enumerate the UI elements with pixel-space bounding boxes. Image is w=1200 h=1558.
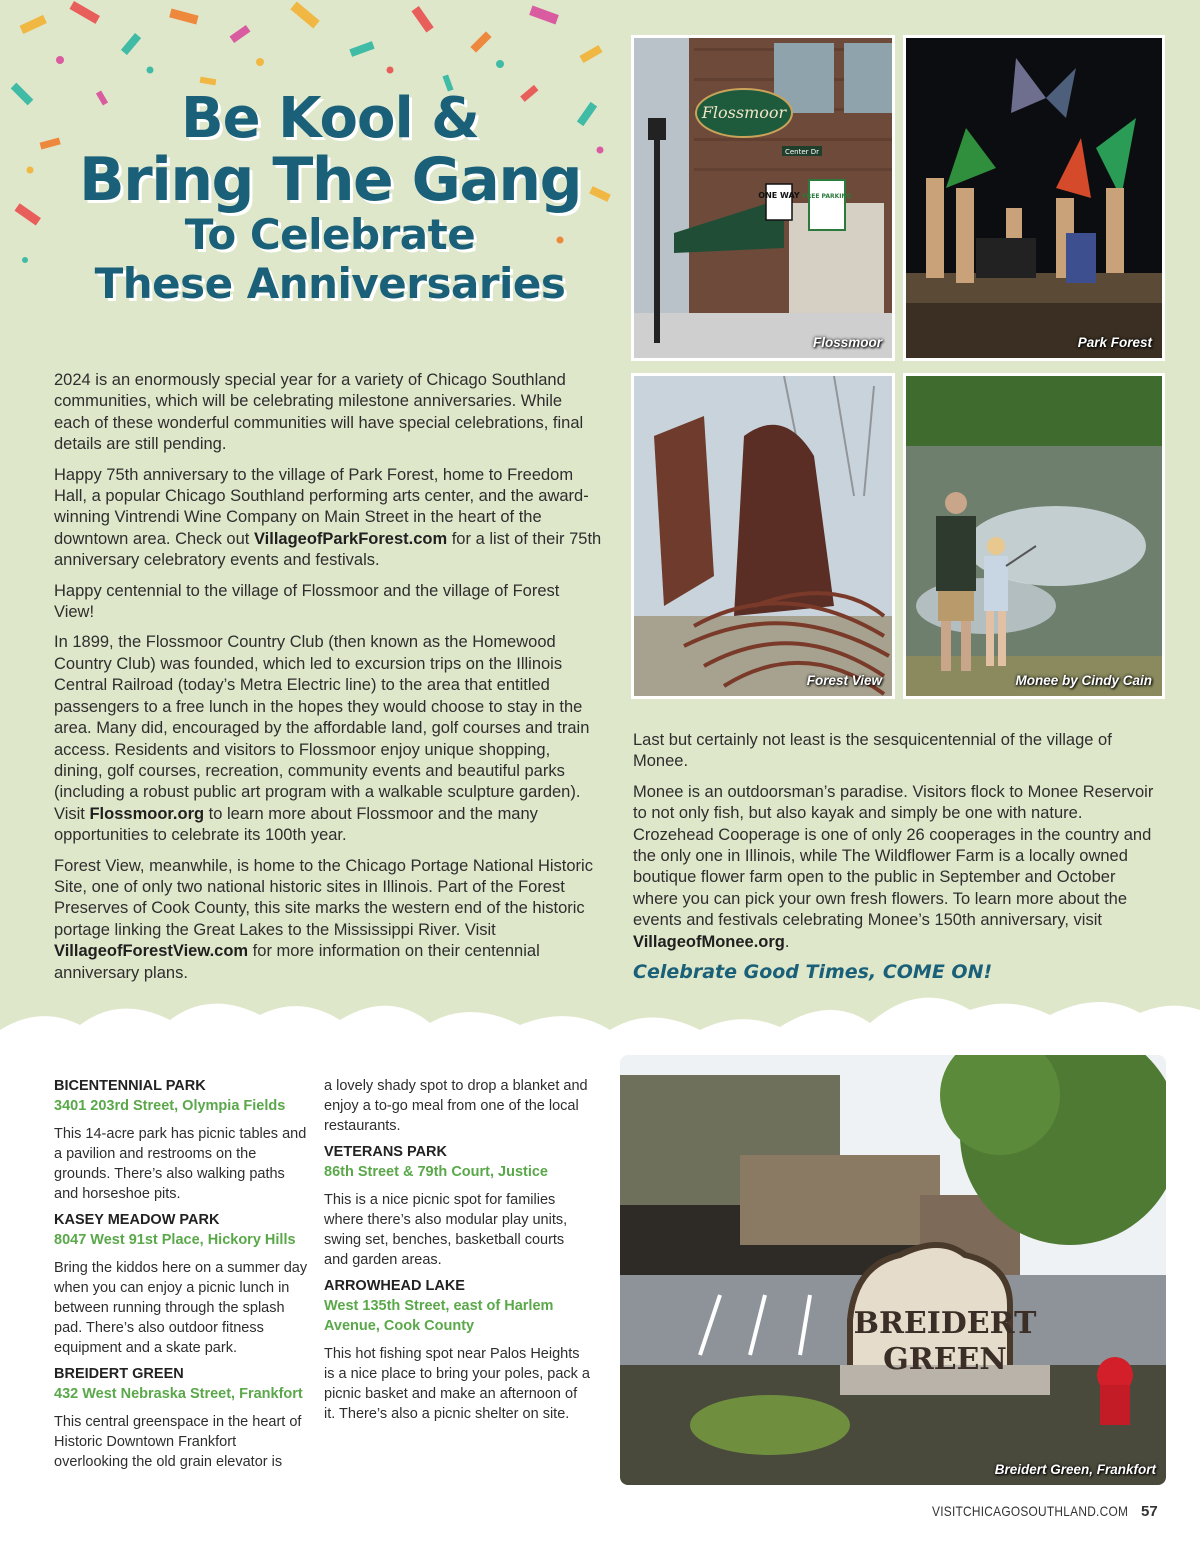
headline-line-4: These Anniversaries — [94, 259, 566, 308]
park-forest-link[interactable]: VillageofParkForest.com — [253, 529, 448, 548]
footer-website[interactable]: VISITCHICAGOSOUTHLAND.COM — [932, 1503, 1129, 1519]
park-desc-bicentennial: This 14-acre park has picnic tables and a pavilion and restrooms on the grounds. There’s also walking paths and horseshoe pits. — [54, 1126, 307, 1202]
flossmoor-shop-sign: Flossmoor — [701, 103, 787, 122]
park-forest-paragraph — [54, 465, 602, 572]
park-desc-kasey: Bring the kiddos here on a summer day when you can enjoy a picnic lunch in between running through the splash pad. There’s also outdoor fitness equipment and a skate park. — [54, 1260, 308, 1356]
headline-line-1: Be Kool & — [180, 86, 480, 151]
photo-monee — [903, 373, 1165, 699]
headline-line-3: To Celebrate — [184, 210, 476, 259]
caption-breidert-green: Breidert Green, Frankfort — [994, 1462, 1156, 1477]
park-name-bicentennial: BICENTENNIAL PARK — [54, 1078, 206, 1094]
one-way-sign: ONE WAY — [758, 191, 800, 200]
caption-park-forest: Park Forest — [1077, 335, 1152, 350]
park-name-arrowhead: ARROWHEAD LAKE — [324, 1278, 465, 1294]
breidert-sign-line-2: GREEN — [883, 1342, 1007, 1377]
caption-forest-view: Forest View — [806, 673, 882, 688]
monee-text-end: . — [784, 932, 790, 951]
park-name-breidert: BREIDERT GREEN — [54, 1366, 184, 1382]
monee-paragraph — [633, 782, 1163, 953]
caption-monee: Monee by Cindy Cain — [1015, 673, 1152, 688]
article-body-left — [54, 370, 602, 993]
forest-view-text: Forest View, meanwhile, is home to the Chicago Portage National Historic Site, one of only two national historic sites in Illinois. Part of the Forest Preserves of Cook County, this site marks the western end of the historic portage linking the Great Lakes to the Mississippi River. Visit — [54, 856, 593, 939]
tagline: Celebrate Good Times, COME ON! — [633, 961, 993, 984]
park-name-veterans: VETERANS PARK — [324, 1144, 447, 1160]
monee-text: Monee is an outdoorsman’s paradise. Visitors flock to Monee Reservoir to not only fish, but also kayak and simply be one with nature. Crozehead Cooperage is one of only 26 cooperages in the country and the only one in Illinois, while The Wildflower Farm is a locally owned boutique flower farm open to the public in September and October where you can pick your own fresh flowers. To learn more about the events and festivals celebrating Monee’s 150th anniversary, visit — [633, 782, 1154, 930]
park-name-kasey: KASEY MEADOW PARK — [54, 1212, 220, 1228]
flossmoor-text: In 1899, the Flossmoor Country Club (then known as the Homewood Country Club) was founded, which led to excursion trips on the Illinois Central Railroad (today’s Metra Electric line) to the area that entitled passengers to a free lunch in the hopes they would choose to stay in the area. Many did, encouraged by the affordable land, golf courses and train access. Residents and visitors to Flossmoor enjoy unique shopping, dining, golf courses, recreation, community events and beautiful parks (including a robust public art program with a walkable sculpture garden). Visit — [54, 633, 590, 823]
breidert-sign-line-1: BREIDERT — [853, 1306, 1037, 1341]
page-headline — [20, 88, 640, 308]
park-address-veterans: 86th Street & 79th Court, Justice — [324, 1164, 548, 1180]
park-desc-breidert-continued: a lovely shady spot to drop a blanket and enjoy a to-go meal from one of the local restaurants. — [324, 1078, 588, 1134]
park-forest-text: Happy 75th anniversary to the village of Park Forest, home to Freedom Hall, a popular Chicago Southland performing arts center, and the award-winning Vintrendi Wine Company on Main Street in the heart of the downtown area. Check out — [54, 465, 589, 548]
page-number: 57 — [1141, 1503, 1158, 1520]
forest-view-paragraph — [54, 856, 602, 984]
headline-line-2: Bring The Gang — [78, 145, 582, 215]
monee-intro-paragraph: Last but certainly not least is the sesquicentennial of the village of Monee. — [633, 731, 1112, 771]
photo-flossmoor — [631, 35, 895, 361]
flossmoor-paragraph — [54, 632, 602, 846]
flossmoor-link[interactable]: Flossmoor.org — [89, 804, 205, 823]
centennial-paragraph: Happy centennial to the village of Flossmoor and the village of Forest View! — [54, 581, 560, 622]
street-sign: Center Dr — [784, 148, 820, 156]
caption-flossmoor: Flossmoor — [812, 335, 882, 350]
park-forest-text-end: for a list of their 75th anniversary celebratory events and festivals. — [54, 529, 602, 570]
park-address-breidert: 432 West Nebraska Street, Frankfort — [54, 1386, 303, 1402]
photo-breidert-green — [620, 1055, 1166, 1485]
article-body-right — [633, 730, 1163, 983]
park-desc-arrowhead: This hot fishing spot near Palos Heights is a nice place to bring your poles, pack a picnic basket and make an afternoon of it. There’s also a picnic shelter on site. — [324, 1346, 590, 1422]
forest-view-link[interactable]: VillageofForestView.com — [54, 942, 249, 961]
photo-forest-view — [631, 373, 895, 699]
photo-park-forest — [903, 35, 1165, 361]
park-address-bicentennial: 3401 203rd Street, Olympia Fields — [54, 1098, 286, 1114]
parks-column-2 — [324, 1076, 590, 1430]
cloud-divider — [0, 975, 1200, 1065]
intro-paragraph: 2024 is an enormously special year for a variety of Chicago Southland communities, which will be celebrating milestone anniversaries. While each of these wonderful communities will have special celebrations, final details are still pending. — [54, 371, 584, 454]
park-desc-veterans: This is a nice picnic spot for families where there’s also modular play units, swing set, benches, basketball courts and garden areas. — [324, 1192, 568, 1268]
forest-view-text-end: for more information on their centennial anniversary plans. — [54, 942, 540, 982]
park-address-arrowhead: West 135th Street, east of Harlem Avenue, Cook County — [324, 1298, 554, 1334]
park-desc-breidert: This central greenspace in the heart of Historic Downtown Frankfort overlooking the old grain elevator is — [54, 1414, 302, 1470]
monee-link[interactable]: VillageofMonee.org — [633, 932, 785, 951]
flossmoor-text-end: to learn more about Flossmoor and the many opportunities to celebrate its 100th year. — [54, 804, 538, 845]
parks-column-1 — [54, 1076, 310, 1478]
park-address-kasey: 8047 West 91st Place, Hickory Hills — [54, 1232, 296, 1248]
free-parking-sign: FREE PARKING — [802, 193, 852, 200]
